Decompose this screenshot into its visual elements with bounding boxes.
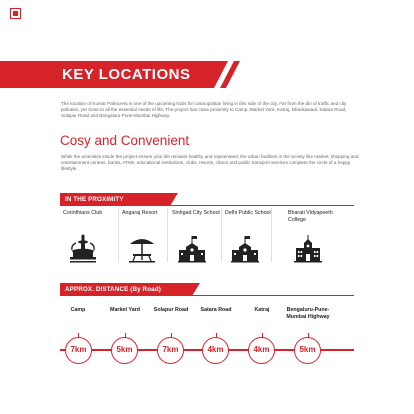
- key-locations-banner: [0, 61, 240, 88]
- distance-place-bengaluru-pune-mumbai-highway: Bengaluru-Pune-Mumbai Highway: [286, 307, 330, 320]
- distance-place-camp: Camp: [70, 307, 86, 313]
- school-building-icon: [229, 234, 261, 264]
- lifestyle-paragraph: While the amenities inside the project ensure your life remains healthy and rejuvenated, the urban facilities in the vicinity like market, shopping and entertainment centres, banks, ATMs, educational institutions, clubs, resorts, clinics and public transport services complete the circle of a happy lifestyle.: [61, 154, 359, 172]
- proximity-label-text: IN THE PROXIMITY: [65, 196, 124, 203]
- distance-value-market-yard: 5km: [111, 337, 138, 364]
- proximity-item-sinhgad-city-school: [172, 210, 228, 238]
- proximity-item-name: Delhi Public School: [225, 210, 271, 216]
- fountain-icon: [67, 234, 99, 264]
- proximity-separator: [167, 208, 168, 262]
- section-subheading: Cosy and Convenient: [60, 133, 190, 148]
- distance-value-katraj: 4km: [248, 337, 275, 364]
- proximity-item-delhi-public-school: [225, 210, 281, 238]
- proximity-item-name: Angaraj Resort: [122, 210, 158, 216]
- intro-text: The location of Kumar Palmcrest is one of the upcoming hubs for cosmopolitan living in this side of the city. Far from the din of traffic and city pollution, yet close to all the essential needs of life. The project has close proximity to Camp, Market Yard, Katraj, Dhankawadi, Satara Road, Solapur Road and Bengaluru-Pune-Mumbai Highway.: [61, 101, 347, 119]
- college-building-icon: [292, 234, 324, 264]
- proximity-separator: [221, 208, 222, 262]
- proximity-item-angaraj-resort: [122, 210, 178, 238]
- distance-place-solapur-road: Solapur Road: [153, 307, 189, 313]
- school-building-icon: [176, 234, 208, 264]
- beach-umbrella-icon: [126, 234, 158, 264]
- distance-value-bengaluru-pune-mumbai-highway: 5km: [294, 337, 321, 364]
- page-title: KEY LOCATIONS: [62, 66, 191, 83]
- proximity-divider: [60, 205, 354, 206]
- brand-logo-icon: [10, 8, 21, 19]
- distance-place-market-yard: Market Yard: [110, 307, 140, 313]
- proximity-item-corinthians-club: [63, 210, 119, 238]
- distance-place-katraj: Katraj: [254, 307, 270, 313]
- proximity-item-name: Corinthians Club: [63, 210, 103, 216]
- proximity-item-name: Bharati Vidyapeeth College: [288, 210, 333, 223]
- distance-value-solapur-road: 7km: [157, 337, 184, 364]
- proximity-item-bharati-vidyapeeth-college: [288, 210, 344, 238]
- proximity-separator: [118, 208, 119, 262]
- proximity-item-name: Sinhgad City School: [172, 210, 220, 216]
- distance-place-satara-road: Satara Road: [200, 307, 232, 313]
- proximity-separator: [271, 208, 272, 262]
- distance-value-camp: 7km: [65, 337, 92, 364]
- distance-value-satara-road: 4km: [202, 337, 229, 364]
- distance-divider: [60, 295, 354, 296]
- distance-label-text: APPROX. DISTANCE (By Road): [65, 286, 161, 293]
